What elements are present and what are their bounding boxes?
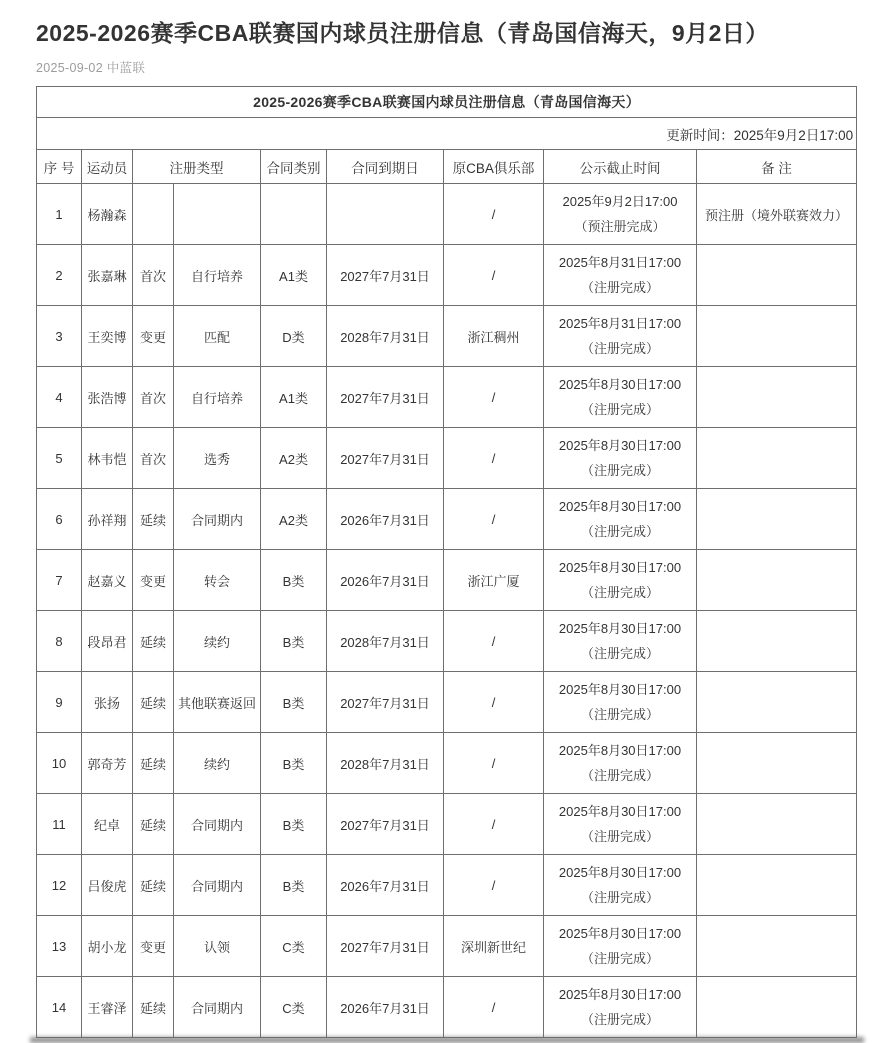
cell-no: 8 bbox=[37, 611, 82, 672]
cell-deadline bbox=[544, 367, 697, 428]
cell-contract-expiry: 2028年7月31日 bbox=[327, 733, 444, 794]
cell-contract-expiry: 2027年7月31日 bbox=[327, 428, 444, 489]
cell-reg-category: 转会 bbox=[174, 550, 261, 611]
cell-contract-expiry: 2027年7月31日 bbox=[327, 672, 444, 733]
cell-contract-class: A2类 bbox=[261, 489, 327, 550]
cell-former-club: / bbox=[444, 184, 544, 245]
cell-reg-method: 延续 bbox=[133, 977, 174, 1038]
deadline-status: （预注册完成） bbox=[574, 219, 666, 235]
cutoff-content-band bbox=[30, 1037, 864, 1043]
cell-deadline bbox=[544, 855, 697, 916]
cell-former-club: / bbox=[444, 245, 544, 306]
cell-contract-class bbox=[261, 184, 327, 245]
cell-deadline bbox=[544, 916, 697, 977]
cell-player: 杨瀚森 bbox=[82, 184, 133, 245]
cell-remark bbox=[697, 367, 857, 428]
cell-player: 纪卓 bbox=[82, 794, 133, 855]
deadline-time: 2025年8月30日17:00 bbox=[558, 926, 682, 942]
cell-player: 张嘉琳 bbox=[82, 245, 133, 306]
table-update-row bbox=[37, 118, 857, 150]
cell-remark bbox=[697, 855, 857, 916]
cell-contract-expiry: 2026年7月31日 bbox=[327, 550, 444, 611]
deadline-time: 2025年8月30日17:00 bbox=[558, 682, 682, 698]
deadline-status: （注册完成） bbox=[580, 829, 659, 845]
cell-contract-class: C类 bbox=[261, 916, 327, 977]
cell-deadline bbox=[544, 794, 697, 855]
cell-former-club: / bbox=[444, 855, 544, 916]
deadline-time: 2025年8月30日17:00 bbox=[558, 499, 682, 515]
table-caption-row bbox=[37, 87, 857, 118]
cell-contract-expiry: 2027年7月31日 bbox=[327, 794, 444, 855]
cell-deadline bbox=[544, 428, 697, 489]
cell-former-club: / bbox=[444, 977, 544, 1038]
cell-reg-category: 自行培养 bbox=[174, 245, 261, 306]
cell-reg-method: 延续 bbox=[133, 489, 174, 550]
deadline-time: 2025年8月31日17:00 bbox=[558, 255, 682, 271]
cell-no: 4 bbox=[37, 367, 82, 428]
col-header-reg-type: 注册类型 bbox=[133, 150, 261, 184]
cell-deadline bbox=[544, 489, 697, 550]
cell-contract-expiry: 2027年7月31日 bbox=[327, 916, 444, 977]
deadline-status: （注册完成） bbox=[580, 646, 659, 662]
cell-deadline bbox=[544, 550, 697, 611]
cell-remark bbox=[697, 245, 857, 306]
cell-remark bbox=[697, 794, 857, 855]
deadline-time: 2025年8月30日17:00 bbox=[558, 804, 682, 820]
table-row bbox=[37, 977, 857, 1038]
deadline-time: 2025年8月30日17:00 bbox=[558, 560, 682, 576]
cell-player: 段昂君 bbox=[82, 611, 133, 672]
table-body bbox=[37, 184, 857, 1038]
col-header-deadline: 公示截止时间 bbox=[544, 150, 697, 184]
cell-contract-class: B类 bbox=[261, 794, 327, 855]
cell-former-club: 深圳新世纪 bbox=[444, 916, 544, 977]
cell-reg-category: 合同期内 bbox=[174, 855, 261, 916]
update-time: 更新时间：2025年9月2日17:00 bbox=[37, 118, 857, 150]
table-row bbox=[37, 306, 857, 367]
cell-reg-method: 变更 bbox=[133, 550, 174, 611]
cell-remark bbox=[697, 672, 857, 733]
cell-no: 5 bbox=[37, 428, 82, 489]
cell-deadline bbox=[544, 184, 697, 245]
cell-no: 2 bbox=[37, 245, 82, 306]
cell-remark bbox=[697, 489, 857, 550]
cell-contract-expiry: 2026年7月31日 bbox=[327, 977, 444, 1038]
cell-reg-category: 匹配 bbox=[174, 306, 261, 367]
cell-remark bbox=[697, 977, 857, 1038]
deadline-time: 2025年9月2日17:00 bbox=[562, 194, 678, 210]
cell-former-club: / bbox=[444, 489, 544, 550]
cell-reg-method bbox=[133, 184, 174, 245]
cell-player: 孙祥翔 bbox=[82, 489, 133, 550]
article-meta: 2025-09-02 中蓝联 bbox=[36, 61, 146, 76]
cell-reg-method: 延续 bbox=[133, 733, 174, 794]
deadline-status: （注册完成） bbox=[580, 280, 659, 296]
cell-reg-category: 认领 bbox=[174, 916, 261, 977]
deadline-time: 2025年8月30日17:00 bbox=[558, 621, 682, 637]
table-row bbox=[37, 184, 857, 245]
cell-former-club: / bbox=[444, 428, 544, 489]
deadline-time: 2025年8月30日17:00 bbox=[558, 377, 682, 393]
cell-reg-method: 延续 bbox=[133, 611, 174, 672]
cell-former-club: / bbox=[444, 672, 544, 733]
cell-remark bbox=[697, 733, 857, 794]
cell-no: 9 bbox=[37, 672, 82, 733]
cell-remark bbox=[697, 611, 857, 672]
cell-reg-category: 自行培养 bbox=[174, 367, 261, 428]
deadline-status: （注册完成） bbox=[580, 341, 659, 357]
cell-contract-class: A1类 bbox=[261, 245, 327, 306]
cell-former-club: 浙江稠州 bbox=[444, 306, 544, 367]
table-row bbox=[37, 245, 857, 306]
cell-contract-class: A2类 bbox=[261, 428, 327, 489]
cell-deadline bbox=[544, 733, 697, 794]
cell-reg-category: 合同期内 bbox=[174, 977, 261, 1038]
cell-remark bbox=[697, 306, 857, 367]
cell-contract-expiry bbox=[327, 184, 444, 245]
cell-remark: 预注册（境外联赛效力） bbox=[697, 184, 857, 245]
cell-no: 10 bbox=[37, 733, 82, 794]
cell-former-club: / bbox=[444, 733, 544, 794]
cell-reg-category: 续约 bbox=[174, 611, 261, 672]
table-row bbox=[37, 672, 857, 733]
cell-contract-class: B类 bbox=[261, 733, 327, 794]
table-row bbox=[37, 794, 857, 855]
cell-player: 郭奇芳 bbox=[82, 733, 133, 794]
cell-contract-class: D类 bbox=[261, 306, 327, 367]
cell-former-club: 浙江广厦 bbox=[444, 550, 544, 611]
cell-reg-method: 变更 bbox=[133, 916, 174, 977]
deadline-time: 2025年8月31日17:00 bbox=[558, 316, 682, 332]
table-row bbox=[37, 367, 857, 428]
table-row bbox=[37, 428, 857, 489]
table-row bbox=[37, 611, 857, 672]
cell-contract-class: B类 bbox=[261, 672, 327, 733]
cell-contract-expiry: 2026年7月31日 bbox=[327, 489, 444, 550]
cell-reg-method: 首次 bbox=[133, 245, 174, 306]
table-row bbox=[37, 916, 857, 977]
cell-former-club: / bbox=[444, 794, 544, 855]
table-row bbox=[37, 550, 857, 611]
cell-reg-category: 选秀 bbox=[174, 428, 261, 489]
deadline-time: 2025年8月30日17:00 bbox=[558, 865, 682, 881]
cell-no: 1 bbox=[37, 184, 82, 245]
table-row bbox=[37, 733, 857, 794]
cell-contract-expiry: 2026年7月31日 bbox=[327, 855, 444, 916]
cell-reg-category bbox=[174, 184, 261, 245]
page-title: 2025-2026赛季CBA联赛国内球员注册信息（青岛国信海天，9月2日） bbox=[36, 20, 769, 46]
cell-reg-method: 首次 bbox=[133, 367, 174, 428]
cell-no: 3 bbox=[37, 306, 82, 367]
cell-reg-method: 延续 bbox=[133, 855, 174, 916]
cell-contract-expiry: 2027年7月31日 bbox=[327, 367, 444, 428]
cell-no: 7 bbox=[37, 550, 82, 611]
cell-contract-expiry: 2028年7月31日 bbox=[327, 611, 444, 672]
col-header-contract-expiry: 合同到期日 bbox=[327, 150, 444, 184]
cell-reg-method: 延续 bbox=[133, 794, 174, 855]
table-row bbox=[37, 855, 857, 916]
cell-player: 张浩博 bbox=[82, 367, 133, 428]
cell-deadline bbox=[544, 611, 697, 672]
col-header-no: 序 号 bbox=[37, 150, 82, 184]
cell-no: 12 bbox=[37, 855, 82, 916]
deadline-time: 2025年8月30日17:00 bbox=[558, 438, 682, 454]
deadline-status: （注册完成） bbox=[580, 1012, 659, 1028]
cell-contract-expiry: 2028年7月31日 bbox=[327, 306, 444, 367]
cell-reg-category: 续约 bbox=[174, 733, 261, 794]
cell-player: 王睿泽 bbox=[82, 977, 133, 1038]
cell-no: 6 bbox=[37, 489, 82, 550]
cell-player: 林韦恺 bbox=[82, 428, 133, 489]
deadline-status: （注册完成） bbox=[580, 463, 659, 479]
cell-deadline bbox=[544, 245, 697, 306]
cell-remark bbox=[697, 550, 857, 611]
deadline-status: （注册完成） bbox=[580, 890, 659, 906]
cell-deadline bbox=[544, 672, 697, 733]
cell-contract-expiry: 2027年7月31日 bbox=[327, 245, 444, 306]
deadline-time: 2025年8月30日17:00 bbox=[558, 987, 682, 1003]
cell-contract-class: C类 bbox=[261, 977, 327, 1038]
cell-contract-class: B类 bbox=[261, 855, 327, 916]
col-header-former-club: 原CBA俱乐部 bbox=[444, 150, 544, 184]
cell-remark bbox=[697, 428, 857, 489]
cell-contract-class: A1类 bbox=[261, 367, 327, 428]
table-head-group bbox=[37, 87, 857, 184]
cell-remark bbox=[697, 916, 857, 977]
cell-former-club: / bbox=[444, 611, 544, 672]
cell-reg-method: 延续 bbox=[133, 672, 174, 733]
col-header-remark: 备 注 bbox=[697, 150, 857, 184]
deadline-status: （注册完成） bbox=[580, 402, 659, 418]
cell-reg-method: 变更 bbox=[133, 306, 174, 367]
registration-table bbox=[36, 86, 857, 1038]
deadline-time: 2025年8月30日17:00 bbox=[558, 743, 682, 759]
cell-no: 11 bbox=[37, 794, 82, 855]
cell-player: 张扬 bbox=[82, 672, 133, 733]
cell-player: 王奕博 bbox=[82, 306, 133, 367]
cell-player: 吕俊虎 bbox=[82, 855, 133, 916]
cell-reg-category: 合同期内 bbox=[174, 489, 261, 550]
table-caption: 2025-2026赛季CBA联赛国内球员注册信息（青岛国信海天） bbox=[37, 87, 857, 118]
col-header-contract-class: 合同类别 bbox=[261, 150, 327, 184]
cell-deadline bbox=[544, 306, 697, 367]
col-header-player: 运动员 bbox=[82, 150, 133, 184]
cell-no: 14 bbox=[37, 977, 82, 1038]
cell-contract-class: B类 bbox=[261, 550, 327, 611]
cell-reg-category: 合同期内 bbox=[174, 794, 261, 855]
cell-reg-method: 首次 bbox=[133, 428, 174, 489]
table-header-row bbox=[37, 150, 857, 184]
deadline-status: （注册完成） bbox=[580, 707, 659, 723]
cell-deadline bbox=[544, 977, 697, 1038]
deadline-status: （注册完成） bbox=[580, 951, 659, 967]
deadline-status: （注册完成） bbox=[580, 768, 659, 784]
cell-player: 赵嘉义 bbox=[82, 550, 133, 611]
cell-contract-class: B类 bbox=[261, 611, 327, 672]
cell-former-club: / bbox=[444, 367, 544, 428]
deadline-status: （注册完成） bbox=[580, 585, 659, 601]
table-row bbox=[37, 489, 857, 550]
cell-no: 13 bbox=[37, 916, 82, 977]
deadline-status: （注册完成） bbox=[580, 524, 659, 540]
cell-player: 胡小龙 bbox=[82, 916, 133, 977]
cell-reg-category: 其他联赛返回 bbox=[174, 672, 261, 733]
